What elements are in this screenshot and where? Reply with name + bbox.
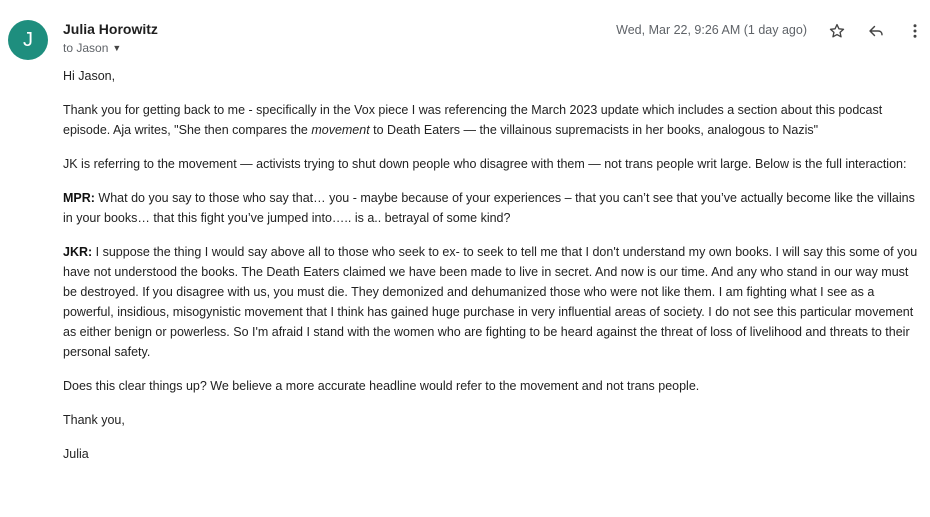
recipient-label: to Jason bbox=[63, 41, 109, 55]
caret-down-icon[interactable]: ▼ bbox=[112, 43, 122, 53]
signature: Julia bbox=[63, 447, 89, 461]
sender-name[interactable]: Julia Horowitz bbox=[63, 21, 158, 37]
closing: Thank you, bbox=[63, 413, 125, 427]
paragraph-jkr-answer: JKR: I suppose the thing I would say above all to those who seek to ex- to seek to tell me that I don't understand my own books. I will say this some of you have not understood the books. The Death Eaters claimed we have been made to live in secret. And now is our time. And any who stand in our way must be destroyed. If you disagree with us, you must die. They demonized and dehumanized those who were not like them. I am fighting what I see as a powerful, insidious, misogynistic movement that I think has gained huge purchase in very influential areas of society. I do not see this particular movement as either benign or powerless. So I'm afraid I stand with the women who are fighting to be heard against the threat of loss of livelihood and threats to their personal safety. bbox=[63, 245, 918, 359]
recipient-dropdown[interactable] bbox=[63, 41, 121, 55]
reply-icon[interactable] bbox=[864, 19, 888, 43]
more-vert-icon[interactable] bbox=[903, 19, 927, 43]
sender-avatar[interactable]: J bbox=[8, 20, 48, 60]
paragraph-vox: Thank you for getting back to me - specifically in the Vox piece I was referencing the March 2023 update which includes a section about this podcast episode. Aja writes, "She then compares the movement to Death Eaters — the villainous supremacists in her books, analogous to Nazis" bbox=[63, 103, 883, 137]
greeting: Hi Jason, bbox=[63, 69, 116, 83]
paragraph-mpr-question: MPR: What do you say to those who say that… you - maybe because of your experiences – that you can’t see that you’ve actually become like the villains in your books… that this fight you’ve jumped into….. is a.. betrayal of some kind? bbox=[63, 191, 915, 225]
star-icon[interactable] bbox=[825, 19, 849, 43]
email-body bbox=[63, 66, 918, 478]
paragraph-request: Does this clear things up? We believe a more accurate headline would refer to the movement and not trans people. bbox=[63, 379, 700, 393]
paragraph-clarification: JK is referring to the movement — activists trying to shut down people who disagree with them — not trans people writ large. Below is the full interaction: bbox=[63, 157, 907, 171]
email-date: Wed, Mar 22, 9:26 AM (1 day ago) bbox=[616, 23, 807, 37]
